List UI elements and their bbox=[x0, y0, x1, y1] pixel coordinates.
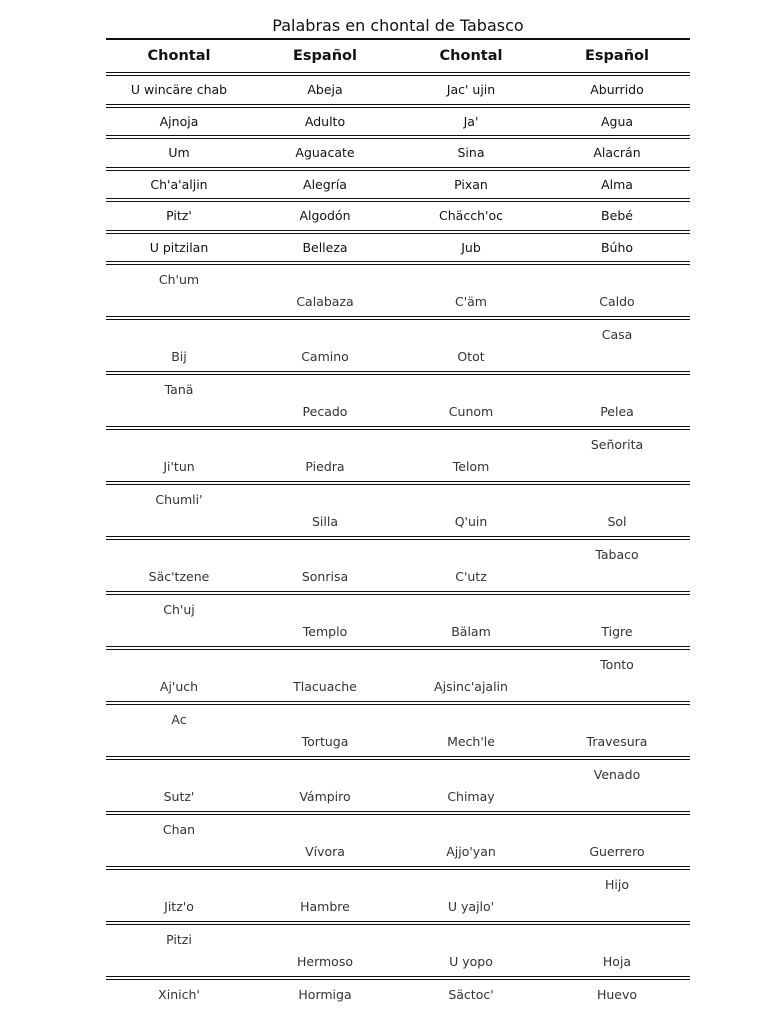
cell-text: U yajlo' bbox=[447, 899, 495, 914]
cell-text: Bij bbox=[171, 349, 187, 364]
cell-text: Sonrisa bbox=[301, 569, 349, 584]
espanol-cell bbox=[252, 925, 398, 976]
espanol-cell bbox=[544, 320, 690, 371]
table-row bbox=[106, 265, 690, 316]
cell-text: C'utz bbox=[455, 569, 487, 584]
cell-text: Caldo bbox=[599, 294, 635, 309]
cell-text: Ch'uj bbox=[163, 602, 195, 617]
chontal-cell bbox=[106, 595, 252, 646]
espanol-cell bbox=[544, 485, 690, 536]
espanol-cell bbox=[252, 595, 398, 646]
espanol-cell: Huevo bbox=[596, 986, 638, 1002]
chontal-cell bbox=[398, 925, 544, 976]
chontal-cell bbox=[398, 265, 544, 316]
cell-text: Pelea bbox=[600, 404, 634, 419]
header-chontal-2: Chontal bbox=[439, 48, 503, 64]
espanol-cell bbox=[252, 705, 398, 756]
table-row bbox=[106, 108, 690, 136]
espanol-cell bbox=[544, 595, 690, 646]
chontal-cell: Säctoc' bbox=[448, 986, 494, 1002]
cell-text: Chumli' bbox=[155, 492, 203, 507]
table-row bbox=[106, 980, 690, 1008]
cell-text: Vívora bbox=[305, 844, 345, 859]
cell-text: Ajsinc'ajalin bbox=[434, 679, 508, 694]
cell-text: Q'uin bbox=[454, 514, 488, 529]
cell-text: C'äm bbox=[454, 294, 487, 309]
espanol-cell bbox=[544, 815, 690, 866]
cell-text: Tigre bbox=[601, 624, 633, 639]
vocabulary-table bbox=[106, 72, 690, 1008]
espanol-cell bbox=[544, 650, 690, 701]
espanol-cell: Bebé bbox=[601, 208, 633, 224]
chontal-cell bbox=[398, 760, 544, 811]
chontal-cell bbox=[106, 320, 252, 371]
espanol-cell: Búho bbox=[600, 239, 634, 255]
chontal-cell bbox=[398, 650, 544, 701]
espanol-cell bbox=[252, 485, 398, 536]
chontal-cell bbox=[106, 540, 252, 591]
chontal-cell bbox=[398, 375, 544, 426]
chontal-cell bbox=[398, 320, 544, 371]
chontal-cell bbox=[398, 540, 544, 591]
cell-text: Calabaza bbox=[296, 294, 354, 309]
espanol-cell: Abeja bbox=[307, 82, 343, 98]
chontal-cell bbox=[106, 925, 252, 976]
table-row bbox=[106, 375, 690, 426]
espanol-cell: Alacrán bbox=[593, 145, 641, 161]
chontal-cell: Jac' ujin bbox=[446, 82, 496, 98]
chontal-cell bbox=[106, 650, 252, 701]
table-row bbox=[106, 870, 690, 921]
cell-text: Ji'tun bbox=[163, 459, 195, 474]
cell-text: Pecado bbox=[302, 404, 348, 419]
cell-text: Bälam bbox=[451, 624, 491, 639]
chontal-cell bbox=[398, 705, 544, 756]
cell-text: Chimay bbox=[447, 789, 495, 804]
cell-text: Chan bbox=[162, 822, 196, 837]
cell-text: Otot bbox=[457, 349, 485, 364]
cell-text: Hijo bbox=[605, 877, 629, 892]
table-row bbox=[106, 540, 690, 591]
chontal-cell: U pitzilan bbox=[149, 239, 209, 255]
table-row bbox=[106, 139, 690, 167]
espanol-cell bbox=[544, 265, 690, 316]
espanol-cell bbox=[252, 650, 398, 701]
table-row bbox=[106, 320, 690, 371]
espanol-cell: Belleza bbox=[302, 239, 348, 255]
cell-text: Sol bbox=[607, 514, 627, 529]
table-row bbox=[106, 815, 690, 866]
chontal-cell bbox=[106, 375, 252, 426]
chontal-cell bbox=[106, 485, 252, 536]
chontal-cell bbox=[106, 760, 252, 811]
document-title: Palabras en chontal de Tabasco bbox=[272, 16, 524, 35]
cell-text: Sutz' bbox=[163, 789, 195, 804]
espanol-cell bbox=[252, 815, 398, 866]
espanol-cell bbox=[252, 430, 398, 481]
chontal-cell bbox=[106, 265, 252, 316]
chontal-cell bbox=[398, 595, 544, 646]
vocabulary-document bbox=[106, 14, 690, 1008]
espanol-cell: Alegría bbox=[303, 176, 347, 192]
chontal-cell: Xinich' bbox=[158, 986, 200, 1002]
espanol-cell bbox=[544, 925, 690, 976]
cell-text: Señorita bbox=[590, 437, 644, 452]
chontal-cell bbox=[398, 485, 544, 536]
table-row bbox=[106, 171, 690, 199]
table-row bbox=[106, 76, 690, 104]
cell-text: Ac bbox=[171, 712, 187, 727]
chontal-cell: Ch'a'aljin bbox=[150, 176, 208, 192]
header-chontal-1: Chontal bbox=[147, 48, 211, 64]
chontal-cell: Sina bbox=[457, 145, 485, 161]
chontal-cell bbox=[398, 430, 544, 481]
table-row bbox=[106, 485, 690, 536]
cell-text: Ajjo'yan bbox=[446, 844, 496, 859]
chontal-cell: Ja' bbox=[463, 113, 479, 129]
cell-text: Ch'um bbox=[158, 272, 200, 287]
cell-text: Tlacuache bbox=[293, 679, 357, 694]
cell-text: Tonto bbox=[600, 657, 634, 672]
chontal-cell bbox=[398, 815, 544, 866]
cell-text: Travesura bbox=[586, 734, 648, 749]
cell-text: Guerrero bbox=[589, 844, 645, 859]
espanol-cell bbox=[544, 760, 690, 811]
cell-text: Casa bbox=[601, 327, 633, 342]
chontal-cell bbox=[106, 870, 252, 921]
cell-text: Aj'uch bbox=[159, 679, 199, 694]
cell-text: Templo bbox=[302, 624, 348, 639]
espanol-cell bbox=[252, 320, 398, 371]
cell-text: Mech'le bbox=[447, 734, 495, 749]
cell-text: Hambre bbox=[300, 899, 350, 914]
espanol-cell bbox=[544, 870, 690, 921]
espanol-cell: Aburrido bbox=[590, 82, 644, 98]
chontal-cell: U wincäre chab bbox=[130, 82, 228, 98]
cell-text: Hoja bbox=[602, 954, 632, 969]
cell-text: Tabaco bbox=[595, 547, 639, 562]
table-row bbox=[106, 925, 690, 976]
table-row bbox=[106, 705, 690, 756]
espanol-cell: Algodón bbox=[299, 208, 351, 224]
espanol-cell bbox=[252, 540, 398, 591]
espanol-cell: Alma bbox=[601, 176, 633, 192]
table-row bbox=[106, 760, 690, 811]
table-header-row bbox=[106, 40, 690, 72]
table-row bbox=[106, 202, 690, 230]
espanol-cell bbox=[252, 265, 398, 316]
cell-text: Jitz'o bbox=[164, 899, 194, 914]
cell-text: Telom bbox=[452, 459, 490, 474]
espanol-cell bbox=[544, 375, 690, 426]
cell-text: Tanä bbox=[164, 382, 194, 397]
chontal-cell: Chäcch'oc bbox=[439, 208, 503, 224]
chontal-cell bbox=[106, 705, 252, 756]
espanol-cell: Agua bbox=[600, 113, 634, 129]
table-row bbox=[106, 430, 690, 481]
header-espanol-1: Español bbox=[293, 48, 357, 64]
chontal-cell: Pitz' bbox=[166, 208, 192, 224]
espanol-cell bbox=[252, 870, 398, 921]
cell-text: Vámpiro bbox=[299, 789, 351, 804]
chontal-cell bbox=[398, 870, 544, 921]
espanol-cell bbox=[252, 760, 398, 811]
cell-text: Camino bbox=[301, 349, 349, 364]
chontal-cell: Um bbox=[168, 145, 190, 161]
chontal-cell: Ajnoja bbox=[159, 113, 199, 129]
cell-text: Hermoso bbox=[297, 954, 353, 969]
cell-text: U yopo bbox=[449, 954, 493, 969]
espanol-cell: Hormiga bbox=[298, 986, 352, 1002]
chontal-cell bbox=[106, 815, 252, 866]
cell-text: Piedra bbox=[305, 459, 345, 474]
table-row bbox=[106, 650, 690, 701]
espanol-cell bbox=[544, 540, 690, 591]
cell-text: Cunom bbox=[448, 404, 494, 419]
espanol-cell bbox=[544, 705, 690, 756]
chontal-cell: Pixan bbox=[454, 176, 488, 192]
table-row bbox=[106, 595, 690, 646]
espanol-cell bbox=[252, 375, 398, 426]
espanol-cell: Adulto bbox=[304, 113, 346, 129]
espanol-cell bbox=[544, 430, 690, 481]
espanol-cell: Aguacate bbox=[295, 145, 355, 161]
cell-text: Silla bbox=[311, 514, 338, 529]
cell-text: Pitzi bbox=[166, 932, 192, 947]
cell-text: Säc'tzene bbox=[148, 569, 210, 584]
header-espanol-2: Español bbox=[585, 48, 649, 64]
table-row bbox=[106, 234, 690, 262]
chontal-cell bbox=[106, 430, 252, 481]
chontal-cell: Jub bbox=[461, 239, 481, 255]
cell-text: Venado bbox=[593, 767, 641, 782]
cell-text: Tortuga bbox=[301, 734, 349, 749]
